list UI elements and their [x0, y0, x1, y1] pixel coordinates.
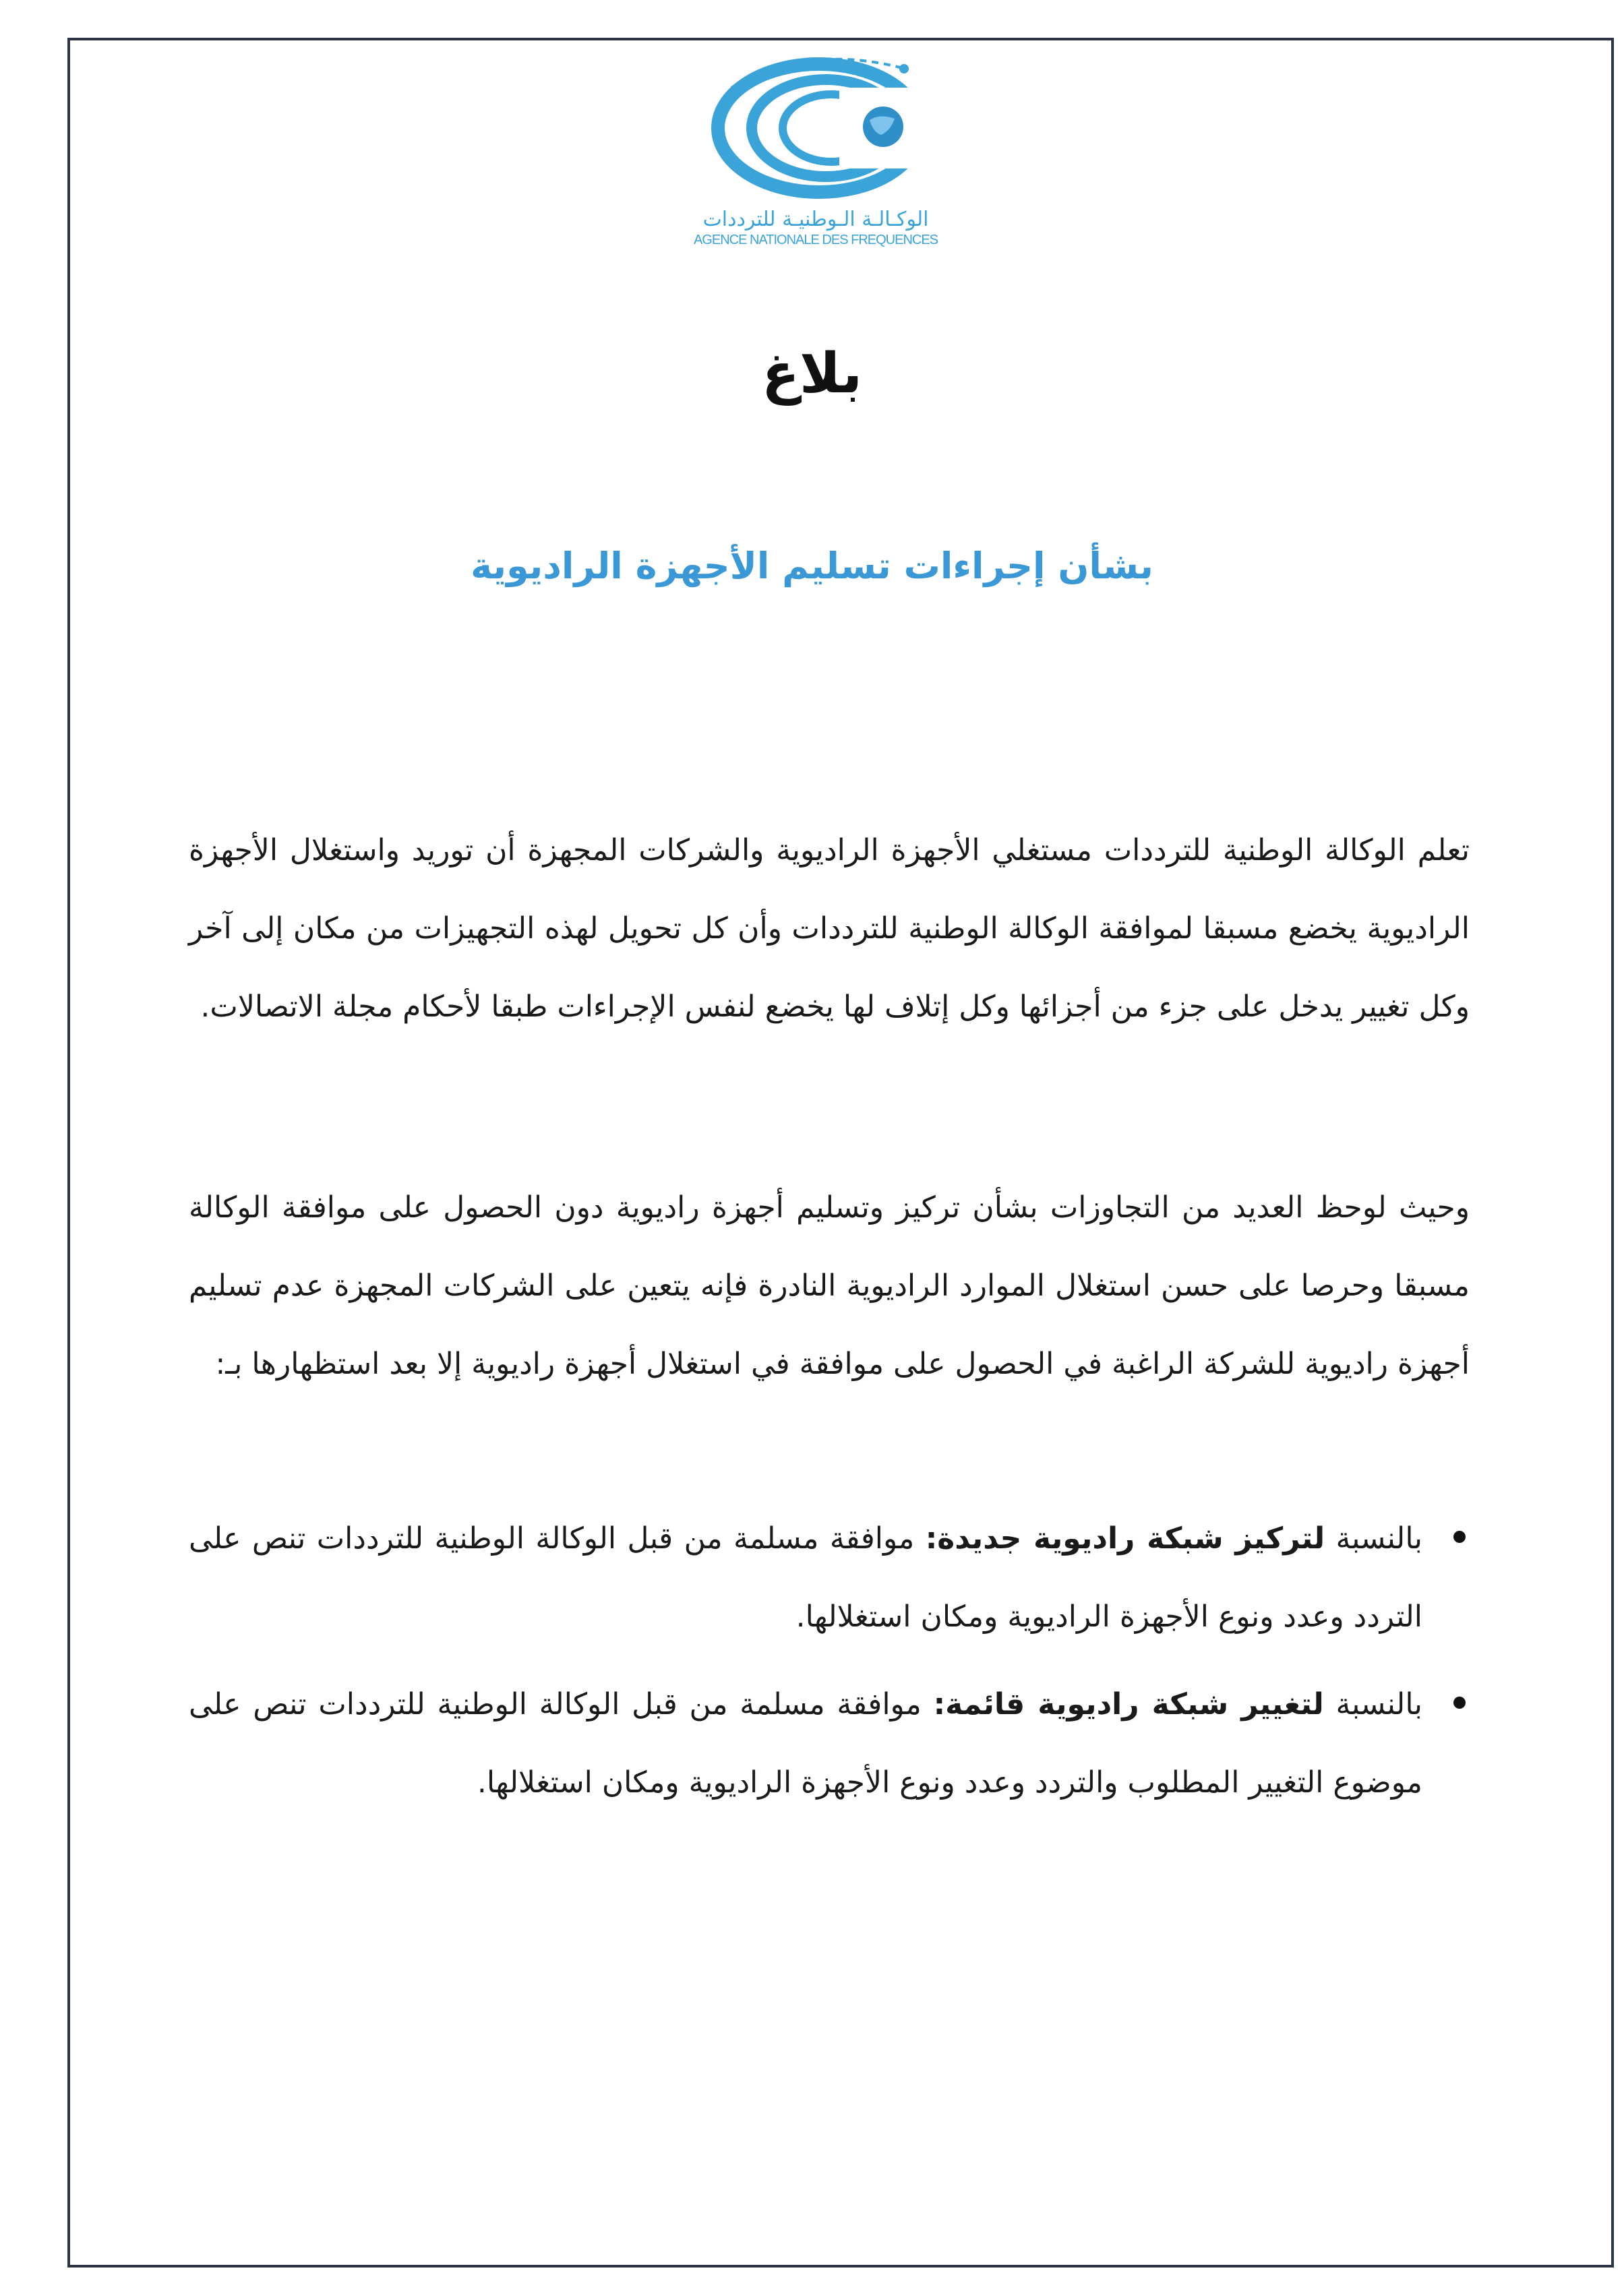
- agency-emblem-icon: [704, 47, 927, 202]
- agency-logo: [688, 47, 944, 263]
- bullet-icon: [1453, 1697, 1466, 1709]
- paragraph-intro: تعلم الوكالة الوطنية للترددات مستغلي الأجهزة الراديوية والشركات المجهزة أن توريد واستغلال الأجهزة الراديوية يخضع مسبقا لموافقة الوكالة الوطنية للترددات وأن كل تحويل لهذه التجهيزات من مكان إلى آخر وكل تغيير يدخل على جزء من أجزائها وكل إتلاف لها يخضع لنفس الإجراءات طبقا لأحكام مجلة الاتصالات.: [189, 833, 1470, 1024]
- bullet-heading: لتغيير شبكة راديوية قائمة:: [933, 1687, 1324, 1722]
- notice-title: بلاغ: [761, 342, 863, 406]
- bullet-text: موافقة مسلمة من قبل الوكالة الوطنية للترددات تنص على موضوع التغيير المطلوب والتردد وعدد ونوع الأجهزة الراديوية ومكان استغلالها.: [189, 1687, 1422, 1800]
- logo-french-name: AGENCE NATIONALE DES FREQUENCES: [693, 233, 938, 247]
- bullet-icon: [1453, 1531, 1466, 1543]
- bullet-heading: لتركيز شبكة راديوية جديدة:: [925, 1521, 1325, 1556]
- notice-subject: بشأن إجراءات تسليم الأجهزة الراديوية: [471, 545, 1153, 587]
- bullet-prefix: بالنسبة: [1325, 1521, 1422, 1556]
- list-item: [189, 1500, 1422, 1656]
- list-item: [189, 1666, 1422, 1822]
- paragraph-requirements: وحيث لوحظ العديد من التجاوزات بشأن تركيز وتسليم أجهزة راديوية دون الحصول على موافقة الوكالة مسبقا وحرصا على حسن استغلال الموارد الراديوية النادرة فإنه يتعين على الشركات المجهزة عدم تسليم أجهزة راديوية للشركة الراغبة في الحصول على موافقة في استغلال أجهزة راديوية إلا بعد استظهارها بـ:: [189, 1190, 1470, 1381]
- requirements-list: [189, 1500, 1470, 1831]
- bullet-prefix: بالنسبة: [1323, 1687, 1422, 1722]
- logo-arabic-name: الوكـالـة الـوطنيـة للترددات: [702, 208, 929, 231]
- bullet-text: موافقة مسلمة من قبل الوكالة الوطنية للترددات تنص على التردد وعدد ونوع الأجهزة الراديوية ومكان استغلالها.: [189, 1521, 1422, 1634]
